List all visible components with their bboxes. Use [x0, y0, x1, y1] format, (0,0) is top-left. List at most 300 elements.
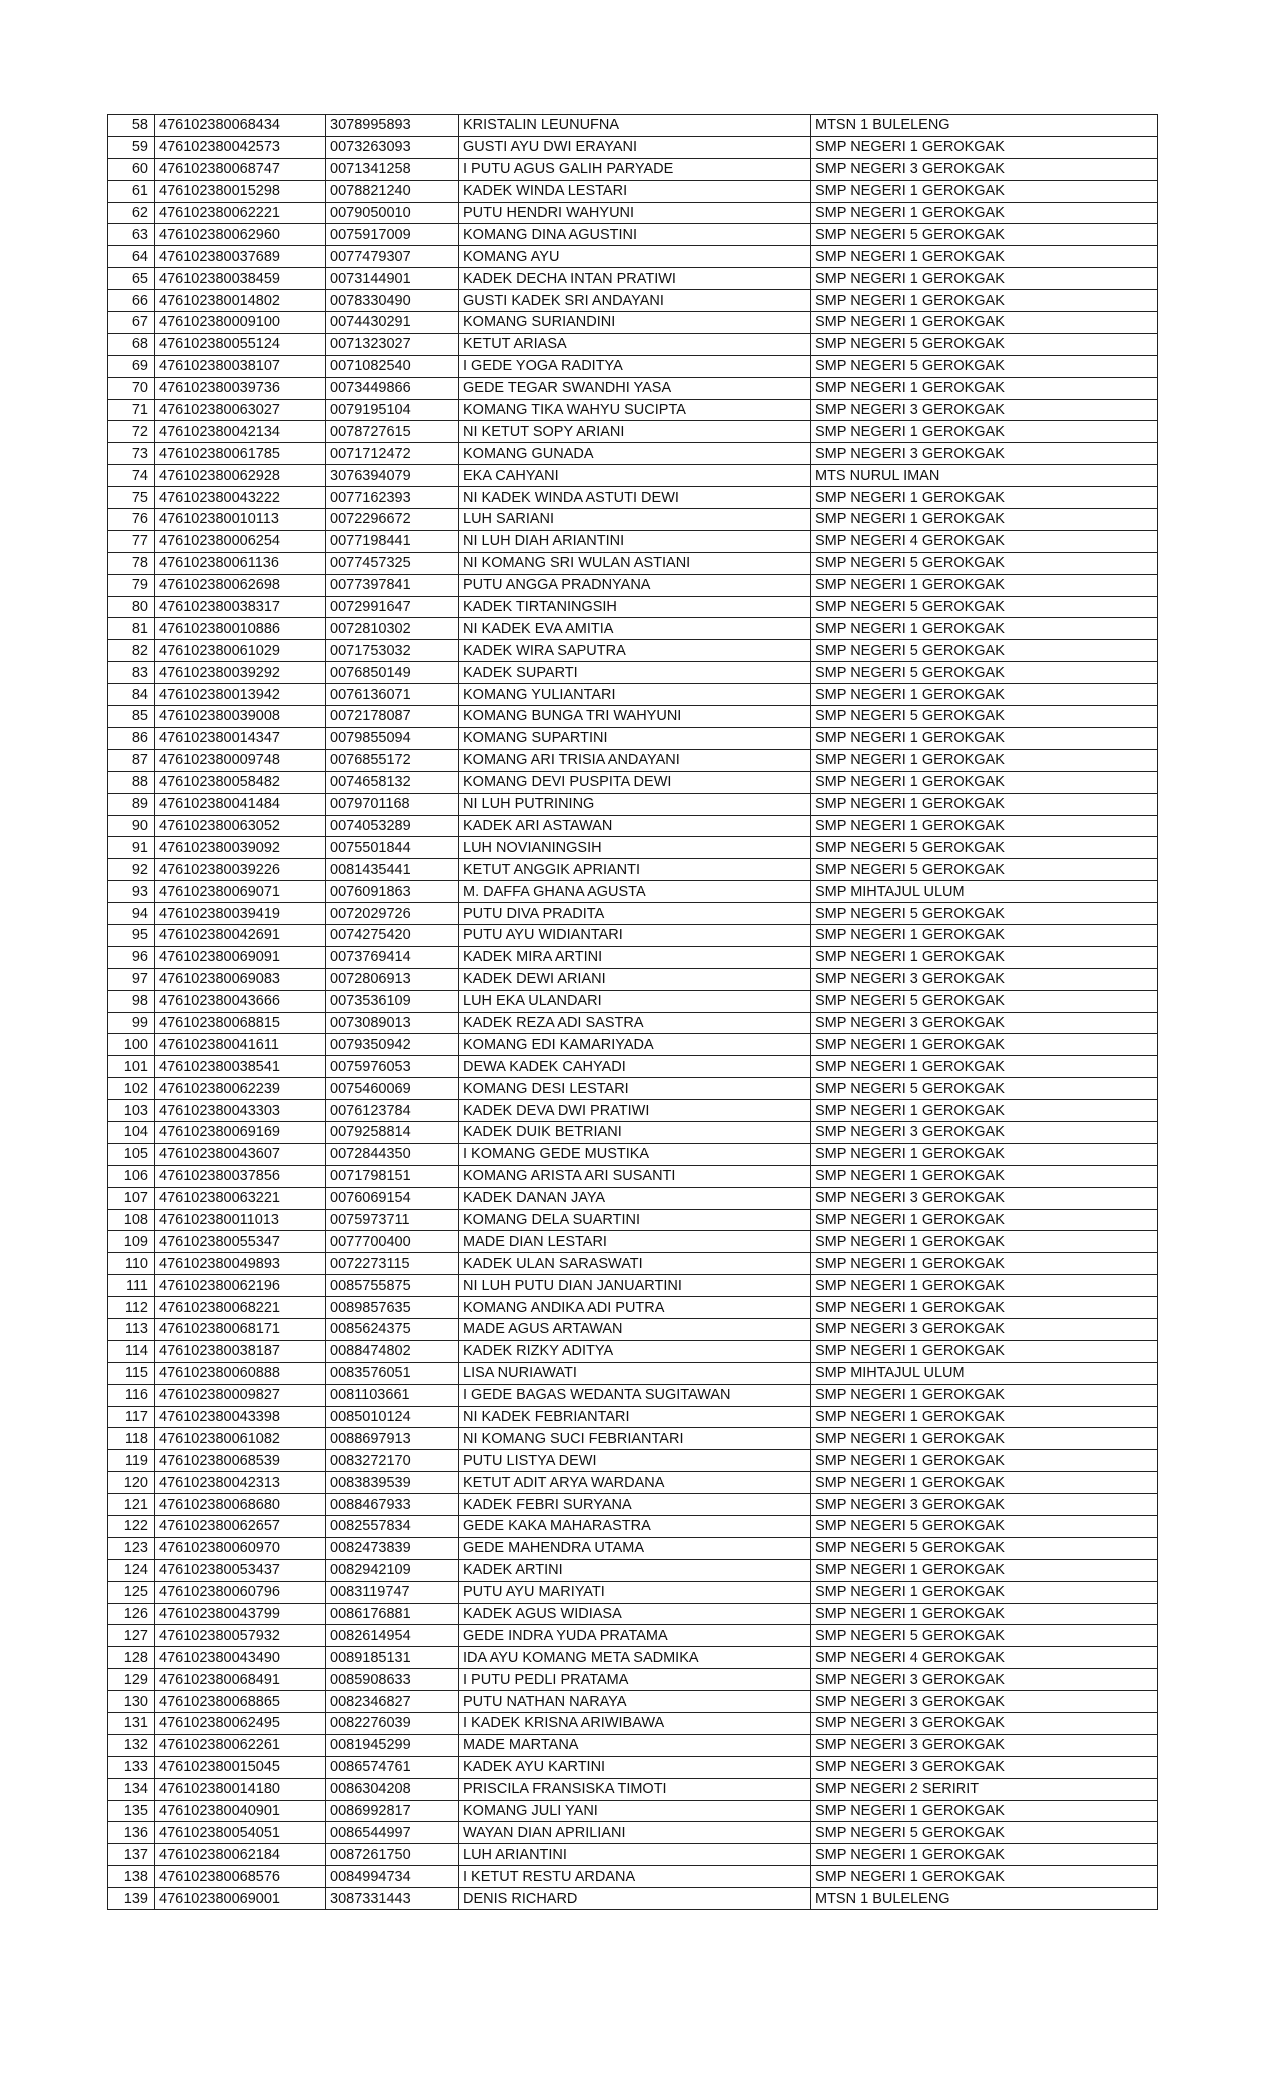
- registration-number-cell: 476102380009100: [155, 312, 326, 334]
- row-number-cell: 122: [108, 1516, 155, 1538]
- table-row: [108, 115, 1158, 137]
- student-name-cell: NI LUH PUTU DIAN JANUARTINI: [459, 1275, 811, 1297]
- row-number-cell: 101: [108, 1056, 155, 1078]
- nisn-cell: 0073536109: [326, 990, 459, 1012]
- student-name-cell: MADE AGUS ARTAWAN: [459, 1318, 811, 1340]
- school-name-cell: SMP NEGERI 2 SERIRIT: [811, 1778, 1158, 1800]
- row-number-cell: 133: [108, 1756, 155, 1778]
- row-number-cell: 68: [108, 333, 155, 355]
- row-number-cell: 67: [108, 312, 155, 334]
- table-row: [108, 1888, 1158, 1910]
- table-row: [108, 1669, 1158, 1691]
- school-name-cell: SMP NEGERI 1 GEROKGAK: [811, 727, 1158, 749]
- row-number-cell: 93: [108, 881, 155, 903]
- nisn-cell: 0082557834: [326, 1516, 459, 1538]
- nisn-cell: 0072178087: [326, 706, 459, 728]
- school-name-cell: SMP NEGERI 1 GEROKGAK: [811, 946, 1158, 968]
- table-row: [108, 136, 1158, 158]
- registration-number-cell: 476102380063027: [155, 399, 326, 421]
- school-name-cell: SMP NEGERI 1 GEROKGAK: [811, 1034, 1158, 1056]
- row-number-cell: 107: [108, 1187, 155, 1209]
- table-row: [108, 815, 1158, 837]
- student-name-cell: KADEK RIZKY ADITYA: [459, 1340, 811, 1362]
- registration-number-cell: 476102380060796: [155, 1581, 326, 1603]
- table-row: [108, 1844, 1158, 1866]
- table-row: [108, 1078, 1158, 1100]
- registration-number-cell: 476102380042134: [155, 421, 326, 443]
- nisn-cell: 3087331443: [326, 1888, 459, 1910]
- nisn-cell: 0084994734: [326, 1866, 459, 1888]
- registration-number-cell: 476102380015045: [155, 1756, 326, 1778]
- registration-number-cell: 476102380060970: [155, 1537, 326, 1559]
- registration-number-cell: 476102380068434: [155, 115, 326, 137]
- nisn-cell: 0078821240: [326, 180, 459, 202]
- registration-number-cell: 476102380038107: [155, 355, 326, 377]
- nisn-cell: 0086304208: [326, 1778, 459, 1800]
- row-number-cell: 75: [108, 487, 155, 509]
- table-row: [108, 1297, 1158, 1319]
- table-row: [108, 268, 1158, 290]
- registration-number-cell: 476102380038317: [155, 596, 326, 618]
- school-name-cell: SMP NEGERI 1 GEROKGAK: [811, 1559, 1158, 1581]
- nisn-cell: 0082346827: [326, 1691, 459, 1713]
- table-row: [108, 1625, 1158, 1647]
- row-number-cell: 126: [108, 1603, 155, 1625]
- registration-number-cell: 476102380009748: [155, 749, 326, 771]
- row-number-cell: 62: [108, 202, 155, 224]
- registration-number-cell: 476102380043398: [155, 1406, 326, 1428]
- table-row: [108, 1428, 1158, 1450]
- student-name-cell: GEDE KAKA MAHARASTRA: [459, 1516, 811, 1538]
- registration-number-cell: 476102380062495: [155, 1713, 326, 1735]
- school-name-cell: SMP NEGERI 3 GEROKGAK: [811, 1318, 1158, 1340]
- table-row: [108, 1143, 1158, 1165]
- registration-number-cell: 476102380068221: [155, 1297, 326, 1319]
- student-name-cell: KOMANG ARISTA ARI SUSANTI: [459, 1165, 811, 1187]
- nisn-cell: 0081945299: [326, 1734, 459, 1756]
- nisn-cell: 0071323027: [326, 333, 459, 355]
- nisn-cell: 0086992817: [326, 1800, 459, 1822]
- nisn-cell: 0088467933: [326, 1494, 459, 1516]
- school-name-cell: SMP NEGERI 3 GEROKGAK: [811, 968, 1158, 990]
- nisn-cell: 0083119747: [326, 1581, 459, 1603]
- school-name-cell: SMP NEGERI 1 GEROKGAK: [811, 290, 1158, 312]
- registration-number-cell: 476102380068815: [155, 1012, 326, 1034]
- table-row: [108, 1603, 1158, 1625]
- student-name-cell: KADEK WIRA SAPUTRA: [459, 640, 811, 662]
- row-number-cell: 84: [108, 684, 155, 706]
- table-row: [108, 1647, 1158, 1669]
- table-row: [108, 1253, 1158, 1275]
- nisn-cell: 0079050010: [326, 202, 459, 224]
- table-row: [108, 1734, 1158, 1756]
- nisn-cell: 0073144901: [326, 268, 459, 290]
- registration-number-cell: 476102380061082: [155, 1428, 326, 1450]
- row-number-cell: 114: [108, 1340, 155, 1362]
- student-name-cell: GEDE INDRA YUDA PRATAMA: [459, 1625, 811, 1647]
- table-row: [108, 1100, 1158, 1122]
- nisn-cell: 0074275420: [326, 924, 459, 946]
- student-name-cell: KETUT ANGGIK APRIANTI: [459, 859, 811, 881]
- registration-number-cell: 476102380040901: [155, 1800, 326, 1822]
- row-number-cell: 88: [108, 771, 155, 793]
- student-name-cell: KOMANG DINA AGUSTINI: [459, 224, 811, 246]
- school-name-cell: SMP NEGERI 5 GEROKGAK: [811, 1822, 1158, 1844]
- student-name-cell: KADEK DEWI ARIANI: [459, 968, 811, 990]
- school-name-cell: SMP NEGERI 5 GEROKGAK: [811, 333, 1158, 355]
- student-name-cell: KADEK FEBRI SURYANA: [459, 1494, 811, 1516]
- table-row: [108, 727, 1158, 749]
- registration-number-cell: 476102380038187: [155, 1340, 326, 1362]
- school-name-cell: SMP NEGERI 1 GEROKGAK: [811, 202, 1158, 224]
- nisn-cell: 0081103661: [326, 1384, 459, 1406]
- student-name-cell: GEDE TEGAR SWANDHI YASA: [459, 377, 811, 399]
- student-name-cell: PUTU AYU MARIYATI: [459, 1581, 811, 1603]
- student-name-cell: KOMANG DELA SUARTINI: [459, 1209, 811, 1231]
- nisn-cell: 0079350942: [326, 1034, 459, 1056]
- table-row: [108, 1866, 1158, 1888]
- registration-number-cell: 476102380054051: [155, 1822, 326, 1844]
- student-name-cell: PUTU DIVA PRADITA: [459, 903, 811, 925]
- school-name-cell: SMP NEGERI 3 GEROKGAK: [811, 1121, 1158, 1143]
- school-name-cell: SMP NEGERI 1 GEROKGAK: [811, 268, 1158, 290]
- row-number-cell: 58: [108, 115, 155, 137]
- nisn-cell: 0076069154: [326, 1187, 459, 1209]
- nisn-cell: 0075460069: [326, 1078, 459, 1100]
- nisn-cell: 0073263093: [326, 136, 459, 158]
- school-name-cell: SMP NEGERI 1 GEROKGAK: [811, 312, 1158, 334]
- school-name-cell: SMP NEGERI 5 GEROKGAK: [811, 990, 1158, 1012]
- registration-number-cell: 476102380069001: [155, 1888, 326, 1910]
- nisn-cell: 0088474802: [326, 1340, 459, 1362]
- student-name-cell: KETUT ARIASA: [459, 333, 811, 355]
- row-number-cell: 125: [108, 1581, 155, 1603]
- row-number-cell: 135: [108, 1800, 155, 1822]
- registration-number-cell: 476102380039092: [155, 837, 326, 859]
- student-name-cell: KADEK DANAN JAYA: [459, 1187, 811, 1209]
- nisn-cell: 0083272170: [326, 1450, 459, 1472]
- registration-number-cell: 476102380042691: [155, 924, 326, 946]
- table-row: [108, 662, 1158, 684]
- registration-number-cell: 476102380010886: [155, 618, 326, 640]
- table-row: [108, 224, 1158, 246]
- row-number-cell: 69: [108, 355, 155, 377]
- nisn-cell: 0089185131: [326, 1647, 459, 1669]
- registration-number-cell: 476102380068865: [155, 1691, 326, 1713]
- student-name-cell: KOMANG ANDIKA ADI PUTRA: [459, 1297, 811, 1319]
- row-number-cell: 109: [108, 1231, 155, 1253]
- row-number-cell: 131: [108, 1713, 155, 1735]
- school-name-cell: SMP NEGERI 1 GEROKGAK: [811, 1340, 1158, 1362]
- student-name-cell: KETUT ADIT ARYA WARDANA: [459, 1472, 811, 1494]
- row-number-cell: 65: [108, 268, 155, 290]
- row-number-cell: 91: [108, 837, 155, 859]
- registration-number-cell: 476102380006254: [155, 530, 326, 552]
- registration-number-cell: 476102380062196: [155, 1275, 326, 1297]
- school-name-cell: SMP NEGERI 5 GEROKGAK: [811, 355, 1158, 377]
- school-name-cell: SMP NEGERI 1 GEROKGAK: [811, 793, 1158, 815]
- row-number-cell: 115: [108, 1362, 155, 1384]
- nisn-cell: 0071798151: [326, 1165, 459, 1187]
- nisn-cell: 0082276039: [326, 1713, 459, 1735]
- table-row: [108, 968, 1158, 990]
- student-name-cell: I KOMANG GEDE MUSTIKA: [459, 1143, 811, 1165]
- school-name-cell: SMP NEGERI 1 GEROKGAK: [811, 1866, 1158, 1888]
- table-row: [108, 859, 1158, 881]
- student-name-cell: NI KADEK FEBRIANTARI: [459, 1406, 811, 1428]
- nisn-cell: 3078995893: [326, 115, 459, 137]
- school-name-cell: SMP NEGERI 1 GEROKGAK: [811, 924, 1158, 946]
- school-name-cell: SMP NEGERI 5 GEROKGAK: [811, 640, 1158, 662]
- registration-number-cell: 476102380062221: [155, 202, 326, 224]
- school-name-cell: SMP NEGERI 1 GEROKGAK: [811, 1384, 1158, 1406]
- table-row: [108, 246, 1158, 268]
- nisn-cell: 0071712472: [326, 443, 459, 465]
- nisn-cell: 0076123784: [326, 1100, 459, 1122]
- school-name-cell: SMP NEGERI 5 GEROKGAK: [811, 224, 1158, 246]
- row-number-cell: 128: [108, 1647, 155, 1669]
- nisn-cell: 0075976053: [326, 1056, 459, 1078]
- row-number-cell: 139: [108, 1888, 155, 1910]
- table-row: [108, 1056, 1158, 1078]
- table-row: [108, 793, 1158, 815]
- school-name-cell: SMP NEGERI 5 GEROKGAK: [811, 706, 1158, 728]
- school-name-cell: SMP NEGERI 3 GEROKGAK: [811, 1691, 1158, 1713]
- nisn-cell: 0089857635: [326, 1297, 459, 1319]
- table-row: [108, 443, 1158, 465]
- row-number-cell: 59: [108, 136, 155, 158]
- school-name-cell: MTSN 1 BULELENG: [811, 1888, 1158, 1910]
- table-row: [108, 312, 1158, 334]
- student-name-cell: I GEDE BAGAS WEDANTA SUGITAWAN: [459, 1384, 811, 1406]
- student-name-cell: LUH ARIANTINI: [459, 1844, 811, 1866]
- nisn-cell: 0074053289: [326, 815, 459, 837]
- school-name-cell: SMP NEGERI 1 GEROKGAK: [811, 1231, 1158, 1253]
- row-number-cell: 97: [108, 968, 155, 990]
- nisn-cell: 0079855094: [326, 727, 459, 749]
- registration-number-cell: 476102380062184: [155, 1844, 326, 1866]
- student-name-cell: PUTU HENDRI WAHYUNI: [459, 202, 811, 224]
- school-name-cell: SMP NEGERI 5 GEROKGAK: [811, 1516, 1158, 1538]
- row-number-cell: 124: [108, 1559, 155, 1581]
- nisn-cell: 0081435441: [326, 859, 459, 881]
- nisn-cell: 0083576051: [326, 1362, 459, 1384]
- school-name-cell: SMP NEGERI 3 GEROKGAK: [811, 1012, 1158, 1034]
- registration-number-cell: 476102380061785: [155, 443, 326, 465]
- registration-number-cell: 476102380055347: [155, 1231, 326, 1253]
- table-row: [108, 1778, 1158, 1800]
- student-name-cell: KADEK SUPARTI: [459, 662, 811, 684]
- school-name-cell: SMP NEGERI 3 GEROKGAK: [811, 1713, 1158, 1735]
- school-name-cell: SMP NEGERI 5 GEROKGAK: [811, 1625, 1158, 1647]
- student-name-cell: KOMANG YULIANTARI: [459, 684, 811, 706]
- school-name-cell: MTS NURUL IMAN: [811, 465, 1158, 487]
- row-number-cell: 92: [108, 859, 155, 881]
- student-name-cell: I KETUT RESTU ARDANA: [459, 1866, 811, 1888]
- school-name-cell: SMP NEGERI 1 GEROKGAK: [811, 1406, 1158, 1428]
- table-row: [108, 1713, 1158, 1735]
- nisn-cell: 0072273115: [326, 1253, 459, 1275]
- table-row: [108, 1318, 1158, 1340]
- registration-number-cell: 476102380039419: [155, 903, 326, 925]
- school-name-cell: SMP NEGERI 5 GEROKGAK: [811, 1078, 1158, 1100]
- school-name-cell: MTSN 1 BULELENG: [811, 115, 1158, 137]
- nisn-cell: 0075501844: [326, 837, 459, 859]
- school-name-cell: SMP NEGERI 3 GEROKGAK: [811, 1669, 1158, 1691]
- row-number-cell: 76: [108, 509, 155, 531]
- nisn-cell: 0079258814: [326, 1121, 459, 1143]
- row-number-cell: 105: [108, 1143, 155, 1165]
- row-number-cell: 83: [108, 662, 155, 684]
- nisn-cell: 0076136071: [326, 684, 459, 706]
- school-name-cell: SMP NEGERI 1 GEROKGAK: [811, 1844, 1158, 1866]
- table-row: [108, 509, 1158, 531]
- school-name-cell: SMP NEGERI 1 GEROKGAK: [811, 1472, 1158, 1494]
- row-number-cell: 137: [108, 1844, 155, 1866]
- row-number-cell: 64: [108, 246, 155, 268]
- row-number-cell: 98: [108, 990, 155, 1012]
- school-name-cell: SMP NEGERI 5 GEROKGAK: [811, 1537, 1158, 1559]
- table-row: [108, 1691, 1158, 1713]
- table-row: [108, 552, 1158, 574]
- student-name-cell: PRISCILA FRANSISKA TIMOTI: [459, 1778, 811, 1800]
- registration-number-cell: 476102380062261: [155, 1734, 326, 1756]
- table-row: [108, 355, 1158, 377]
- table-row: [108, 946, 1158, 968]
- school-name-cell: SMP NEGERI 1 GEROKGAK: [811, 1165, 1158, 1187]
- school-name-cell: SMP NEGERI 3 GEROKGAK: [811, 158, 1158, 180]
- row-number-cell: 87: [108, 749, 155, 771]
- row-number-cell: 123: [108, 1537, 155, 1559]
- school-name-cell: SMP NEGERI 5 GEROKGAK: [811, 859, 1158, 881]
- student-name-cell: LUH NOVIANINGSIH: [459, 837, 811, 859]
- table-row: [108, 202, 1158, 224]
- student-name-cell: KADEK TIRTANINGSIH: [459, 596, 811, 618]
- student-name-cell: KADEK REZA ADI SASTRA: [459, 1012, 811, 1034]
- nisn-cell: 0075917009: [326, 224, 459, 246]
- registration-number-cell: 476102380010113: [155, 509, 326, 531]
- nisn-cell: 0073769414: [326, 946, 459, 968]
- student-name-cell: PUTU ANGGA PRADNYANA: [459, 574, 811, 596]
- table-row: [108, 487, 1158, 509]
- student-name-cell: KADEK DECHA INTAN PRATIWI: [459, 268, 811, 290]
- row-number-cell: 106: [108, 1165, 155, 1187]
- nisn-cell: 0071341258: [326, 158, 459, 180]
- table-row: [108, 903, 1158, 925]
- registration-number-cell: 476102380057932: [155, 1625, 326, 1647]
- student-name-cell: KOMANG SURIANDINI: [459, 312, 811, 334]
- row-number-cell: 72: [108, 421, 155, 443]
- table-row: [108, 837, 1158, 859]
- row-number-cell: 112: [108, 1297, 155, 1319]
- nisn-cell: 0072810302: [326, 618, 459, 640]
- school-name-cell: SMP NEGERI 1 GEROKGAK: [811, 1297, 1158, 1319]
- nisn-cell: 3076394079: [326, 465, 459, 487]
- student-name-cell: I GEDE YOGA RADITYA: [459, 355, 811, 377]
- registration-number-cell: 476102380043490: [155, 1647, 326, 1669]
- school-name-cell: SMP NEGERI 1 GEROKGAK: [811, 1100, 1158, 1122]
- row-number-cell: 71: [108, 399, 155, 421]
- registration-number-cell: 476102380011013: [155, 1209, 326, 1231]
- registration-number-cell: 476102380039008: [155, 706, 326, 728]
- school-name-cell: SMP NEGERI 1 GEROKGAK: [811, 1143, 1158, 1165]
- nisn-cell: 0085755875: [326, 1275, 459, 1297]
- row-number-cell: 113: [108, 1318, 155, 1340]
- nisn-cell: 0086544997: [326, 1822, 459, 1844]
- nisn-cell: 0077397841: [326, 574, 459, 596]
- table-row: [108, 990, 1158, 1012]
- school-name-cell: SMP NEGERI 5 GEROKGAK: [811, 596, 1158, 618]
- student-name-cell: MADE DIAN LESTARI: [459, 1231, 811, 1253]
- row-number-cell: 77: [108, 530, 155, 552]
- nisn-cell: 0087261750: [326, 1844, 459, 1866]
- row-number-cell: 73: [108, 443, 155, 465]
- student-name-cell: KOMANG JULI YANI: [459, 1800, 811, 1822]
- student-name-cell: LUH SARIANI: [459, 509, 811, 531]
- student-name-cell: KADEK MIRA ARTINI: [459, 946, 811, 968]
- student-name-cell: IDA AYU KOMANG META SADMIKA: [459, 1647, 811, 1669]
- school-name-cell: SMP NEGERI 3 GEROKGAK: [811, 1187, 1158, 1209]
- registration-number-cell: 476102380055124: [155, 333, 326, 355]
- row-number-cell: 80: [108, 596, 155, 618]
- student-name-cell: PUTU LISTYA DEWI: [459, 1450, 811, 1472]
- row-number-cell: 130: [108, 1691, 155, 1713]
- nisn-cell: 0076091863: [326, 881, 459, 903]
- table-row: [108, 377, 1158, 399]
- registration-number-cell: 476102380043222: [155, 487, 326, 509]
- registration-number-cell: 476102380069169: [155, 1121, 326, 1143]
- nisn-cell: 0088697913: [326, 1428, 459, 1450]
- table-row: [108, 574, 1158, 596]
- nisn-cell: 0077479307: [326, 246, 459, 268]
- registration-number-cell: 476102380039226: [155, 859, 326, 881]
- row-number-cell: 134: [108, 1778, 155, 1800]
- registration-number-cell: 476102380014347: [155, 727, 326, 749]
- nisn-cell: 0073089013: [326, 1012, 459, 1034]
- table-row: [108, 421, 1158, 443]
- row-number-cell: 82: [108, 640, 155, 662]
- school-name-cell: SMP NEGERI 3 GEROKGAK: [811, 443, 1158, 465]
- nisn-cell: 0085908633: [326, 1669, 459, 1691]
- nisn-cell: 0076855172: [326, 749, 459, 771]
- student-name-cell: GUSTI KADEK SRI ANDAYANI: [459, 290, 811, 312]
- nisn-cell: 0078727615: [326, 421, 459, 443]
- row-number-cell: 119: [108, 1450, 155, 1472]
- row-number-cell: 111: [108, 1275, 155, 1297]
- nisn-cell: 0082614954: [326, 1625, 459, 1647]
- table-row: [108, 399, 1158, 421]
- registration-number-cell: 476102380058482: [155, 771, 326, 793]
- table-row: [108, 1822, 1158, 1844]
- student-name-cell: PUTU NATHAN NARAYA: [459, 1691, 811, 1713]
- nisn-cell: 0079195104: [326, 399, 459, 421]
- nisn-cell: 0074658132: [326, 771, 459, 793]
- student-name-cell: NI LUH DIAH ARIANTINI: [459, 530, 811, 552]
- row-number-cell: 104: [108, 1121, 155, 1143]
- student-name-cell: KOMANG GUNADA: [459, 443, 811, 465]
- table-row: [108, 1121, 1158, 1143]
- school-name-cell: SMP NEGERI 5 GEROKGAK: [811, 903, 1158, 925]
- row-number-cell: 121: [108, 1494, 155, 1516]
- table-row: [108, 640, 1158, 662]
- nisn-cell: 0085010124: [326, 1406, 459, 1428]
- table-row: [108, 180, 1158, 202]
- table-row: [108, 530, 1158, 552]
- row-number-cell: 118: [108, 1428, 155, 1450]
- table-row: [108, 1450, 1158, 1472]
- row-number-cell: 132: [108, 1734, 155, 1756]
- row-number-cell: 102: [108, 1078, 155, 1100]
